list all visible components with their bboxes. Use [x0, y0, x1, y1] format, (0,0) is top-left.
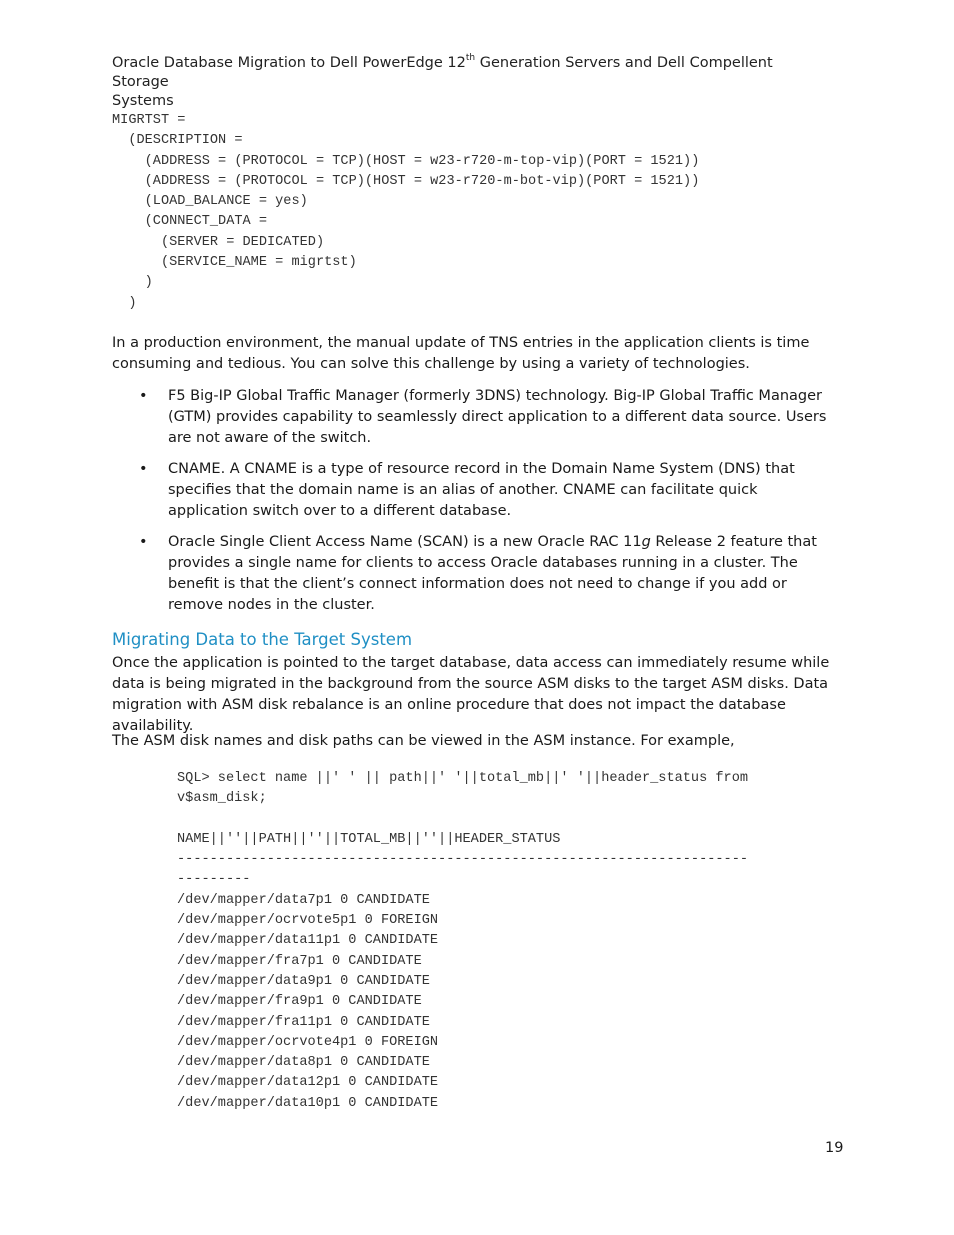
header-title-part2: Generation Servers and Dell Compellent Storage: [112, 55, 773, 90]
example-intro: The ASM disk names and disk paths can be viewed in the ASM instance. For example,: [112, 733, 735, 749]
bullet-icon: •: [139, 388, 148, 404]
header-title-line2: Systems: [112, 93, 174, 109]
list-item: [112, 386, 842, 449]
tns-code-block: MIGRTST = (DESCRIPTION = (ADDRESS = (PROTOCOL = TCP)(HOST = w23-r720-m-top-vip)(PORT = 1521)) (ADDRESS = (PROTOCOL = TCP)(HOST = w23-r720-m-bot-vip)(PORT = 1521)) (LOAD_BALANCE = yes) (CONNECT_DATA = (SERVER = DEDICATED) (SERVICE_NAME = migrtst) ) ): [112, 113, 700, 311]
list-item: [112, 532, 842, 616]
bullet-text-italic: g: [641, 534, 651, 550]
technology-list: [112, 386, 842, 626]
header-title-part1: Oracle Database Migration to Dell PowerEdge 12: [112, 55, 466, 71]
section-heading: Migrating Data to the Target System: [112, 630, 413, 649]
bullet-text: CNAME. A CNAME is a type of resource record in the Domain Name System (DNS) that specifies that the domain name is an alias of another. CNAME can facilitate quick application switch over to a different database.: [168, 461, 795, 519]
page-header: [112, 54, 832, 111]
bullet-text-after: Release 2 feature that provides a single name for clients to access Oracle databases running in a cluster. The benefit is that the client’s connect information does not need to change if you add or remove nodes in the cluster.: [168, 534, 817, 613]
list-item: [112, 459, 842, 522]
page-number: 19: [825, 1140, 844, 1156]
bullet-text-before: Oracle Single Client Access Name (SCAN) is a new Oracle RAC 11: [168, 534, 642, 550]
sql-code-block: SQL> select name ||' ' || path||' '||total_mb||' '||header_status from v$asm_disk; NAME||''||PATH||''||TOTAL_MB||''||HEADER_STATUS ---------------------------------------------------------------------- --------- /dev/mapper/data7p1 0 CANDIDATE /dev/mapper/ocrvote5p1 0 FOREIGN /dev/mapper/data11p1 0 CANDIDATE /dev/mapper/fra7p1 0 CANDIDATE /dev/mapper/data9p1 0 CANDIDATE /dev/mapper/fra9p1 0 CANDIDATE /dev/mapper/fra11p1 0 CANDIDATE /dev/mapper/ocrvote4p1 0 FOREIGN /dev/mapper/data8p1 0 CANDIDATE /dev/mapper/data12p1 0 CANDIDATE /dev/mapper/data10p1 0 CANDIDATE: [177, 771, 749, 1111]
bullet-icon: •: [139, 534, 148, 550]
intro-paragraph: In a production environment, the manual update of TNS entries in the application clients is time consuming and tedious. You can solve this challenge by using a variety of technologies.: [112, 335, 810, 372]
section-paragraph: Once the application is pointed to the target database, data access can immediately resume while data is being migrated in the background from the source ASM disks to the target ASM disks. Data migration with ASM disk rebalance is an online procedure that does not impact the database availability.: [112, 655, 830, 734]
header-title-sup: th: [465, 53, 476, 63]
bullet-icon: •: [139, 461, 148, 477]
bullet-text: F5 Big-IP Global Traffic Manager (formerly 3DNS) technology. Big-IP Global Traffic Manager (GTM) provides capability to seamlessly direct application to a different data source. Users are not aware of the switch.: [168, 388, 827, 446]
